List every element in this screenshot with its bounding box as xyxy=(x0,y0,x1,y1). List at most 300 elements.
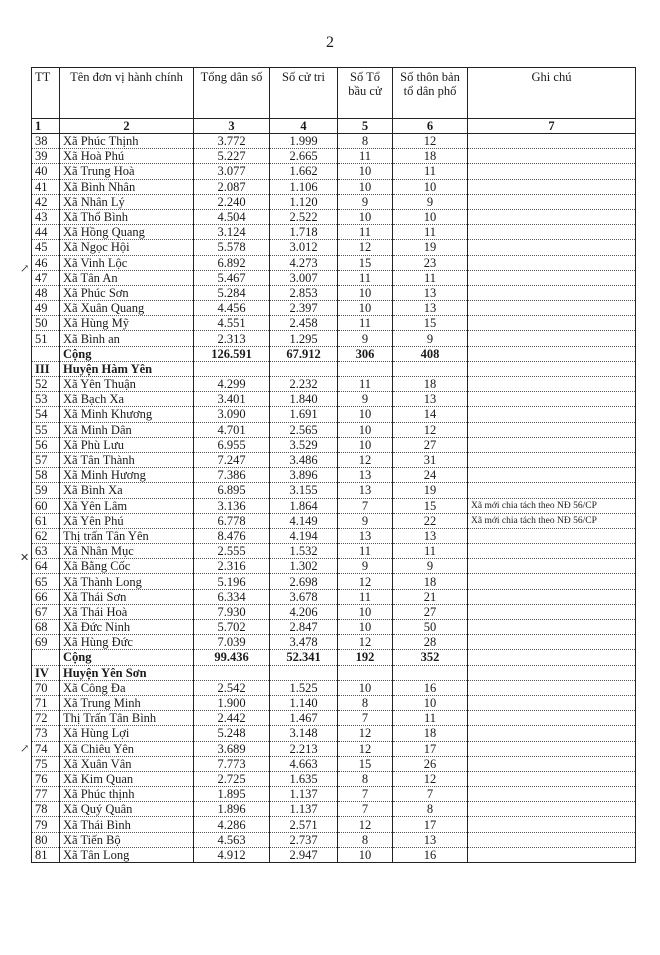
cell-voters: 2.698 xyxy=(270,574,338,589)
table-row xyxy=(32,194,636,209)
cell-tt: 58 xyxy=(32,468,60,483)
cell-groups: 11 xyxy=(338,316,393,331)
cell-tt: 44 xyxy=(32,225,60,240)
cell-tt: IV xyxy=(32,665,60,680)
cell-groups: 7 xyxy=(338,498,393,513)
cell-groups: 12 xyxy=(338,240,393,255)
cell-tt: 53 xyxy=(32,392,60,407)
table-row xyxy=(32,787,636,802)
cell-name: Xã Nhân Mục xyxy=(60,544,194,559)
cell-groups: 11 xyxy=(338,589,393,604)
cell-name: Xã Kim Quan xyxy=(60,771,194,786)
table-row xyxy=(32,422,636,437)
cell-note xyxy=(468,832,636,847)
colnum-3: 3 xyxy=(194,119,270,134)
table-body xyxy=(32,134,636,863)
cell-tt: 62 xyxy=(32,528,60,543)
cell-groups: 9 xyxy=(338,331,393,346)
cell-note xyxy=(468,695,636,710)
cell-voters: 2.737 xyxy=(270,832,338,847)
cell-note xyxy=(468,346,636,361)
cell-name: Xã Hùng Đức xyxy=(60,635,194,650)
cell-villages: 11 xyxy=(393,711,468,726)
cell-villages: 23 xyxy=(393,255,468,270)
cell-note xyxy=(468,787,636,802)
cell-population: 4.701 xyxy=(194,422,270,437)
table-row xyxy=(32,574,636,589)
cell-tt: 72 xyxy=(32,711,60,726)
header-voters: Số cử tri xyxy=(270,68,338,119)
cell-population: 1.895 xyxy=(194,787,270,802)
cell-population: 7.386 xyxy=(194,468,270,483)
cell-groups: 9 xyxy=(338,559,393,574)
cell-note xyxy=(468,240,636,255)
cell-tt: 65 xyxy=(32,574,60,589)
cell-name: Xã Vinh Lộc xyxy=(60,255,194,270)
cell-tt: 45 xyxy=(32,240,60,255)
cell-name: Xã Thổ Bình xyxy=(60,209,194,224)
cell-voters: 1.295 xyxy=(270,331,338,346)
cell-name: Xã Bình an xyxy=(60,331,194,346)
cell-tt: 52 xyxy=(32,377,60,392)
cell-name: Xã Hồng Quang xyxy=(60,225,194,240)
cell-name: Xã Quý Quân xyxy=(60,802,194,817)
cell-tt: 48 xyxy=(32,285,60,300)
cell-villages: 352 xyxy=(393,650,468,665)
cell-name: Xã Phúc Sơn xyxy=(60,285,194,300)
cell-villages: 19 xyxy=(393,483,468,498)
cell-population: 5.578 xyxy=(194,240,270,255)
cell-note xyxy=(468,711,636,726)
table-row xyxy=(32,559,636,574)
cell-voters: 3.896 xyxy=(270,468,338,483)
cell-population: 1.896 xyxy=(194,802,270,817)
cell-note xyxy=(468,741,636,756)
cell-voters: 1.140 xyxy=(270,695,338,710)
table-row xyxy=(32,726,636,741)
cell-tt: 56 xyxy=(32,437,60,452)
cell-villages xyxy=(393,665,468,680)
cell-villages: 13 xyxy=(393,285,468,300)
table-row xyxy=(32,680,636,695)
cell-tt: 77 xyxy=(32,787,60,802)
cell-population: 4.504 xyxy=(194,209,270,224)
cell-note xyxy=(468,802,636,817)
colnum-5: 5 xyxy=(338,119,393,134)
cell-name: Xã Trung Hoà xyxy=(60,164,194,179)
cell-tt: 67 xyxy=(32,604,60,619)
cell-name: Huyện Yên Sơn xyxy=(60,665,194,680)
total-row xyxy=(32,346,636,361)
header-unit: Tên đơn vị hành chính xyxy=(60,68,194,119)
cell-population: 6.895 xyxy=(194,483,270,498)
header-row xyxy=(32,68,636,119)
section-row xyxy=(32,361,636,376)
cell-population: 1.900 xyxy=(194,695,270,710)
cell-voters: 3.007 xyxy=(270,270,338,285)
cell-groups: 7 xyxy=(338,711,393,726)
table-row xyxy=(32,817,636,832)
table-row xyxy=(32,437,636,452)
cell-groups: 9 xyxy=(338,513,393,528)
cell-population: 7.773 xyxy=(194,756,270,771)
table-row xyxy=(32,179,636,194)
cell-name: Xã Ngọc Hội xyxy=(60,240,194,255)
cell-villages: 9 xyxy=(393,194,468,209)
table-row xyxy=(32,316,636,331)
cell-tt: 46 xyxy=(32,255,60,270)
cell-population: 3.689 xyxy=(194,741,270,756)
cell-villages: 13 xyxy=(393,832,468,847)
cell-groups: 12 xyxy=(338,817,393,832)
section-row xyxy=(32,665,636,680)
cell-population: 2.725 xyxy=(194,771,270,786)
cell-population: 5.227 xyxy=(194,149,270,164)
cell-voters: 1.691 xyxy=(270,407,338,422)
cell-tt: 71 xyxy=(32,695,60,710)
cell-population xyxy=(194,361,270,376)
cell-population: 3.077 xyxy=(194,164,270,179)
cell-groups: 10 xyxy=(338,179,393,194)
cell-groups: 7 xyxy=(338,802,393,817)
cell-population: 4.299 xyxy=(194,377,270,392)
cell-name: Xã Bằng Cốc xyxy=(60,559,194,574)
table-row xyxy=(32,711,636,726)
cell-tt: 74 xyxy=(32,741,60,756)
table-row xyxy=(32,164,636,179)
cell-groups: 10 xyxy=(338,407,393,422)
cell-tt: 63 xyxy=(32,544,60,559)
cell-villages: 10 xyxy=(393,209,468,224)
cell-villages: 408 xyxy=(393,346,468,361)
cell-tt: 38 xyxy=(32,134,60,149)
cell-villages: 7 xyxy=(393,787,468,802)
cell-voters: 1.120 xyxy=(270,194,338,209)
cell-voters: 2.853 xyxy=(270,285,338,300)
cell-villages: 18 xyxy=(393,726,468,741)
margin-mark-62: ✕ xyxy=(20,552,30,564)
table-row xyxy=(32,240,636,255)
table-row xyxy=(32,149,636,164)
cell-villages: 18 xyxy=(393,149,468,164)
cell-villages: 19 xyxy=(393,240,468,255)
cell-tt: 41 xyxy=(32,179,60,194)
cell-villages: 11 xyxy=(393,164,468,179)
cell-villages: 17 xyxy=(393,817,468,832)
cell-voters: 2.947 xyxy=(270,847,338,862)
cell-voters: 1.106 xyxy=(270,179,338,194)
header-note: Ghi chú xyxy=(468,68,636,119)
cell-groups: 13 xyxy=(338,483,393,498)
cell-voters: 2.397 xyxy=(270,301,338,316)
cell-voters: 4.663 xyxy=(270,756,338,771)
cell-villages: 28 xyxy=(393,635,468,650)
cell-voters: 1.635 xyxy=(270,771,338,786)
table-row xyxy=(32,635,636,650)
cell-tt: 70 xyxy=(32,680,60,695)
cell-population: 4.912 xyxy=(194,847,270,862)
cell-groups: 10 xyxy=(338,437,393,452)
table-row xyxy=(32,255,636,270)
cell-voters: 67.912 xyxy=(270,346,338,361)
table-row xyxy=(32,847,636,862)
cell-tt: 40 xyxy=(32,164,60,179)
cell-name: Xã Tân Thành xyxy=(60,452,194,467)
cell-villages: 18 xyxy=(393,574,468,589)
cell-tt: 47 xyxy=(32,270,60,285)
cell-voters: 1.302 xyxy=(270,559,338,574)
cell-villages: 11 xyxy=(393,544,468,559)
cell-population xyxy=(194,665,270,680)
cell-groups: 10 xyxy=(338,164,393,179)
cell-name: Xã Yên Phú xyxy=(60,513,194,528)
colnum-6: 6 xyxy=(393,119,468,134)
cell-note: Xã mới chia tách theo NĐ 56/CP xyxy=(468,513,636,528)
cell-voters: 1.840 xyxy=(270,392,338,407)
cell-voters: 1.137 xyxy=(270,787,338,802)
cell-note xyxy=(468,574,636,589)
cell-name: Thị trấn Tân Yên xyxy=(60,528,194,543)
cell-tt: 49 xyxy=(32,301,60,316)
table-row xyxy=(32,802,636,817)
cell-population: 7.039 xyxy=(194,635,270,650)
cell-population: 3.124 xyxy=(194,225,270,240)
cell-name: Thị Trấn Tân Bình xyxy=(60,711,194,726)
total-row xyxy=(32,650,636,665)
cell-note xyxy=(468,377,636,392)
cell-voters: 4.194 xyxy=(270,528,338,543)
cell-name: Xã Tân Long xyxy=(60,847,194,862)
cell-voters: 1.864 xyxy=(270,498,338,513)
cell-population: 4.551 xyxy=(194,316,270,331)
cell-villages: 26 xyxy=(393,756,468,771)
cell-villages: 18 xyxy=(393,377,468,392)
cell-note xyxy=(468,483,636,498)
table-row xyxy=(32,225,636,240)
cell-name: Xã Nhân Lý xyxy=(60,194,194,209)
table-row xyxy=(32,392,636,407)
cell-note xyxy=(468,680,636,695)
cell-name: Xã Thành Long xyxy=(60,574,194,589)
cell-villages: 16 xyxy=(393,847,468,862)
cell-note xyxy=(468,407,636,422)
cell-groups: 11 xyxy=(338,544,393,559)
cell-note xyxy=(468,437,636,452)
header-groups: Số Tổ bầu cử xyxy=(338,68,393,119)
cell-name: Xã Phúc Thịnh xyxy=(60,134,194,149)
cell-tt: 69 xyxy=(32,635,60,650)
cell-name: Xã Hùng Mỹ xyxy=(60,316,194,331)
cell-name: Xã Tiến Bộ xyxy=(60,832,194,847)
cell-note xyxy=(468,301,636,316)
cell-groups: 7 xyxy=(338,787,393,802)
cell-groups: 13 xyxy=(338,528,393,543)
page-number: 2 xyxy=(326,34,334,51)
cell-population: 3.401 xyxy=(194,392,270,407)
cell-tt: 79 xyxy=(32,817,60,832)
cell-population: 7.930 xyxy=(194,604,270,619)
table-row xyxy=(32,483,636,498)
cell-tt xyxy=(32,346,60,361)
cell-name: Xã Phúc thịnh xyxy=(60,787,194,802)
table-row xyxy=(32,756,636,771)
header-population: Tổng dân số xyxy=(194,68,270,119)
cell-voters: 1.999 xyxy=(270,134,338,149)
cell-name: Xã Minh Khương xyxy=(60,407,194,422)
cell-tt: III xyxy=(32,361,60,376)
cell-voters xyxy=(270,665,338,680)
cell-voters: 4.206 xyxy=(270,604,338,619)
cell-voters: 1.718 xyxy=(270,225,338,240)
cell-groups: 192 xyxy=(338,650,393,665)
cell-groups: 12 xyxy=(338,741,393,756)
cell-groups: 8 xyxy=(338,832,393,847)
cell-note xyxy=(468,665,636,680)
cell-groups: 10 xyxy=(338,847,393,862)
cell-villages: 31 xyxy=(393,452,468,467)
cell-groups: 11 xyxy=(338,270,393,285)
cell-population: 2.316 xyxy=(194,559,270,574)
cell-population: 5.248 xyxy=(194,726,270,741)
cell-tt: 75 xyxy=(32,756,60,771)
cell-population: 2.542 xyxy=(194,680,270,695)
table-row xyxy=(32,771,636,786)
cell-note xyxy=(468,604,636,619)
cell-name: Cộng xyxy=(60,650,194,665)
cell-groups: 10 xyxy=(338,422,393,437)
cell-voters: 3.012 xyxy=(270,240,338,255)
table-row xyxy=(32,285,636,300)
cell-voters: 3.155 xyxy=(270,483,338,498)
cell-note xyxy=(468,589,636,604)
margin-mark-72: ↗ xyxy=(20,743,30,755)
cell-villages: 50 xyxy=(393,620,468,635)
cell-name: Xã Yên Thuận xyxy=(60,377,194,392)
cell-voters: 1.525 xyxy=(270,680,338,695)
cell-villages: 12 xyxy=(393,134,468,149)
cell-name: Xã Thái Bình xyxy=(60,817,194,832)
table-row xyxy=(32,620,636,635)
cell-tt: 60 xyxy=(32,498,60,513)
cell-voters: 1.532 xyxy=(270,544,338,559)
cell-villages: 11 xyxy=(393,225,468,240)
cell-note xyxy=(468,179,636,194)
table-row xyxy=(32,498,636,513)
cell-note xyxy=(468,164,636,179)
cell-voters: 52.341 xyxy=(270,650,338,665)
colnum-4: 4 xyxy=(270,119,338,134)
cell-tt: 59 xyxy=(32,483,60,498)
cell-note xyxy=(468,452,636,467)
cell-voters: 1.662 xyxy=(270,164,338,179)
cell-villages: 22 xyxy=(393,513,468,528)
cell-tt: 76 xyxy=(32,771,60,786)
cell-voters: 1.467 xyxy=(270,711,338,726)
cell-note xyxy=(468,771,636,786)
cell-name: Xã Công Đa xyxy=(60,680,194,695)
table-row xyxy=(32,468,636,483)
cell-population: 6.334 xyxy=(194,589,270,604)
cell-name: Xã Bạch Xa xyxy=(60,392,194,407)
cell-villages: 15 xyxy=(393,498,468,513)
cell-voters: 2.522 xyxy=(270,209,338,224)
cell-groups: 11 xyxy=(338,149,393,164)
cell-tt: 51 xyxy=(32,331,60,346)
cell-voters: 2.213 xyxy=(270,741,338,756)
cell-groups: 10 xyxy=(338,301,393,316)
cell-population: 4.456 xyxy=(194,301,270,316)
cell-population: 5.702 xyxy=(194,620,270,635)
cell-note xyxy=(468,756,636,771)
cell-name: Huyện Hàm Yên xyxy=(60,361,194,376)
cell-tt: 39 xyxy=(32,149,60,164)
cell-tt: 54 xyxy=(32,407,60,422)
cell-voters: 3.148 xyxy=(270,726,338,741)
cell-villages: 12 xyxy=(393,422,468,437)
cell-tt: 73 xyxy=(32,726,60,741)
cell-villages: 9 xyxy=(393,559,468,574)
cell-population: 5.284 xyxy=(194,285,270,300)
table-row xyxy=(32,134,636,149)
administrative-units-table xyxy=(31,67,636,863)
cell-tt: 61 xyxy=(32,513,60,528)
cell-tt: 43 xyxy=(32,209,60,224)
cell-groups: 15 xyxy=(338,756,393,771)
colnum-7: 7 xyxy=(468,119,636,134)
cell-groups xyxy=(338,665,393,680)
table-row xyxy=(32,301,636,316)
cell-voters: 3.486 xyxy=(270,452,338,467)
cell-villages: 10 xyxy=(393,695,468,710)
cell-note xyxy=(468,316,636,331)
cell-name: Cộng xyxy=(60,346,194,361)
cell-note xyxy=(468,650,636,665)
cell-tt: 81 xyxy=(32,847,60,862)
header-villages: Số thôn bản tổ dân phố xyxy=(393,68,468,119)
cell-voters: 2.232 xyxy=(270,377,338,392)
cell-name: Xã Chiêu Yên xyxy=(60,741,194,756)
cell-note xyxy=(468,468,636,483)
cell-villages: 9 xyxy=(393,331,468,346)
cell-population: 4.286 xyxy=(194,817,270,832)
cell-name: Xã Bình Xa xyxy=(60,483,194,498)
cell-name: Xã Minh Dân xyxy=(60,422,194,437)
cell-groups: 13 xyxy=(338,468,393,483)
cell-groups: 12 xyxy=(338,726,393,741)
cell-population: 4.563 xyxy=(194,832,270,847)
table-row xyxy=(32,589,636,604)
cell-note xyxy=(468,620,636,635)
cell-groups: 10 xyxy=(338,285,393,300)
cell-villages: 21 xyxy=(393,589,468,604)
cell-villages: 16 xyxy=(393,680,468,695)
cell-note xyxy=(468,331,636,346)
cell-population: 2.087 xyxy=(194,179,270,194)
cell-note xyxy=(468,285,636,300)
cell-note xyxy=(468,726,636,741)
cell-note xyxy=(468,255,636,270)
cell-population: 6.778 xyxy=(194,513,270,528)
cell-villages: 15 xyxy=(393,316,468,331)
cell-note xyxy=(468,134,636,149)
cell-name: Xã Yên Lâm xyxy=(60,498,194,513)
colnum-1: 1 xyxy=(32,119,60,134)
cell-villages: 8 xyxy=(393,802,468,817)
cell-population: 2.313 xyxy=(194,331,270,346)
table-row xyxy=(32,528,636,543)
cell-tt: 55 xyxy=(32,422,60,437)
cell-groups: 11 xyxy=(338,377,393,392)
